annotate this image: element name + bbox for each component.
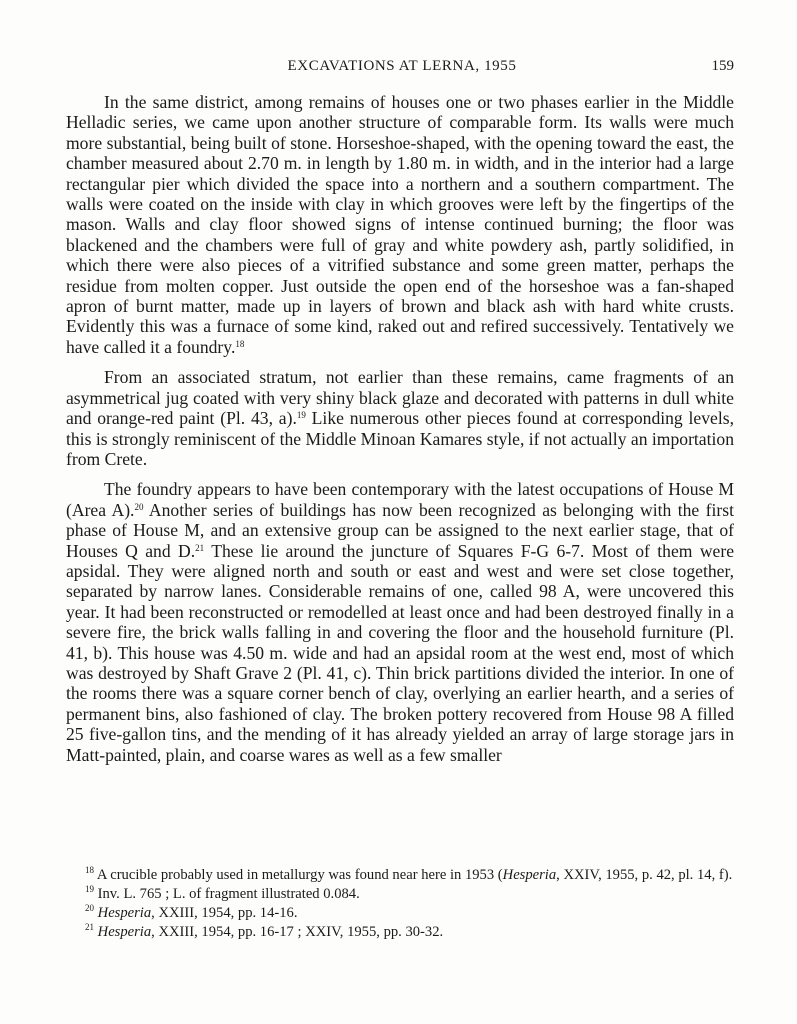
footnote-ref: 20 (134, 501, 144, 512)
text-run: In the same district, among remains of houses one or two phases earlier in the Middle Helladic series, we came upon another structure of comparable form. Its walls were much more substantial, being built of stone. Horseshoe-shaped, with the opening toward the east, the chamber measured about 2.70 m. in length by 1.80 m. in width, and in the interior had a large rectangular pier which divided the space into a northern and a southern compartment. The walls were coated on the inside with clay in which grooves were left by the fingertips of the mason. Walls and clay floor showed signs of intense continued burning; the floor was blackened and the chambers were full of gray and white powdery ash, partly solidified, in which there were also pieces of a vitrified substance and some green matter, perhaps the residue from molten copper. Just outside the open end of the horseshoe was a fan-shaped apron of burnt matter, made up in layers of brown and black ash with hard white crusts. Evidently this was a furnace of some kind, raked out and refired successively. Tentatively we have called it a foundry. (66, 92, 734, 357)
paragraph-house-98a (66, 479, 734, 765)
italic-text: Hesperia (97, 924, 152, 940)
paragraph-asymmetrical-jug (66, 367, 734, 469)
text-run: The foundry appears to have been contemporary with the latest occupations of House M (Area A). (66, 479, 734, 520)
italic-text: Hesperia (97, 905, 152, 921)
footnote-ref: 19 (296, 410, 306, 421)
footnote-18 (66, 866, 734, 885)
running-title: EXCAVATIONS AT LERNA, 1955 (287, 58, 517, 74)
text-run: A crucible probably used in metallurgy was found near here in 1953 ( (94, 867, 503, 883)
running-head (66, 58, 738, 80)
footnote-ref: 19 (85, 884, 94, 894)
footnote-ref: 21 (195, 542, 205, 553)
footnote-ref: 20 (85, 903, 94, 913)
footnote-ref: 18 (235, 338, 245, 349)
page-number: 159 (711, 58, 734, 74)
text-run: , XXIII, 1954, pp. 14-16. (151, 905, 298, 921)
text-run: Another series of buildings has now been recognized as belonging with the first phase of House M, and an extensive group can be assigned to the next earlier stage, that of Houses Q and D. (66, 499, 734, 561)
text-run: From an associated stratum, not earlier than these remains, came fragments of an asymmetrical jug coated with very shiny black glaze and decorated with patterns in dull white and orange-red paint (Pl. 43, a). (66, 367, 734, 429)
text-run: These lie around the juncture of Squares F-G 6-7. Most of them were apsidal. They were aligned north and south or east and west and were set close together, separated by narrow lanes. Considerable remains of one, called 98 A, were uncovered this year. It had been reconstructed or remodelled at least once and had been destroyed finally in a severe fire, the brick walls falling in and covering the floor and the household furniture (Pl. 41, b). This house was 4.50 m. wide and had an apsidal room at the west end, most of which was destroyed by Shaft Grave 2 (Pl. 41, c). Thin brick partitions divided the interior. In one of the rooms there was a square corner bench of clay, overlying an earlier hearth, and a series of permanent bins, also fashioned of clay. The broken pottery recovered from House 98 A filled 25 five-gallon tins, and the mending of it has already yielded an array of large storage jars in Matt-painted, plain, and coarse wares as well as a few smaller (66, 540, 734, 765)
italic-text: Hesperia (502, 867, 557, 883)
text-run: Like numerous other pieces found at corresponding levels, this is strongly reminiscent of the Middle Minoan Kamares style, if not actually an importation from Crete. (66, 408, 734, 469)
text-run: , XXIII, 1954, pp. 16-17 ; XXIV, 1955, pp. 30-32. (151, 924, 444, 940)
body-text (66, 92, 734, 775)
paragraph-foundry (66, 92, 734, 357)
footnote-20 (66, 904, 734, 923)
footnote-ref: 21 (85, 922, 94, 932)
footnote-ref: 18 (85, 865, 94, 875)
text-run: Inv. L. 765 ; L. of fragment illustrated 0.084. (94, 886, 360, 902)
footnote-19 (66, 885, 734, 904)
footnote-21 (66, 923, 734, 942)
text-run: , XXIV, 1955, p. 42, pl. 14, f). (556, 867, 733, 883)
footnotes (66, 866, 734, 942)
